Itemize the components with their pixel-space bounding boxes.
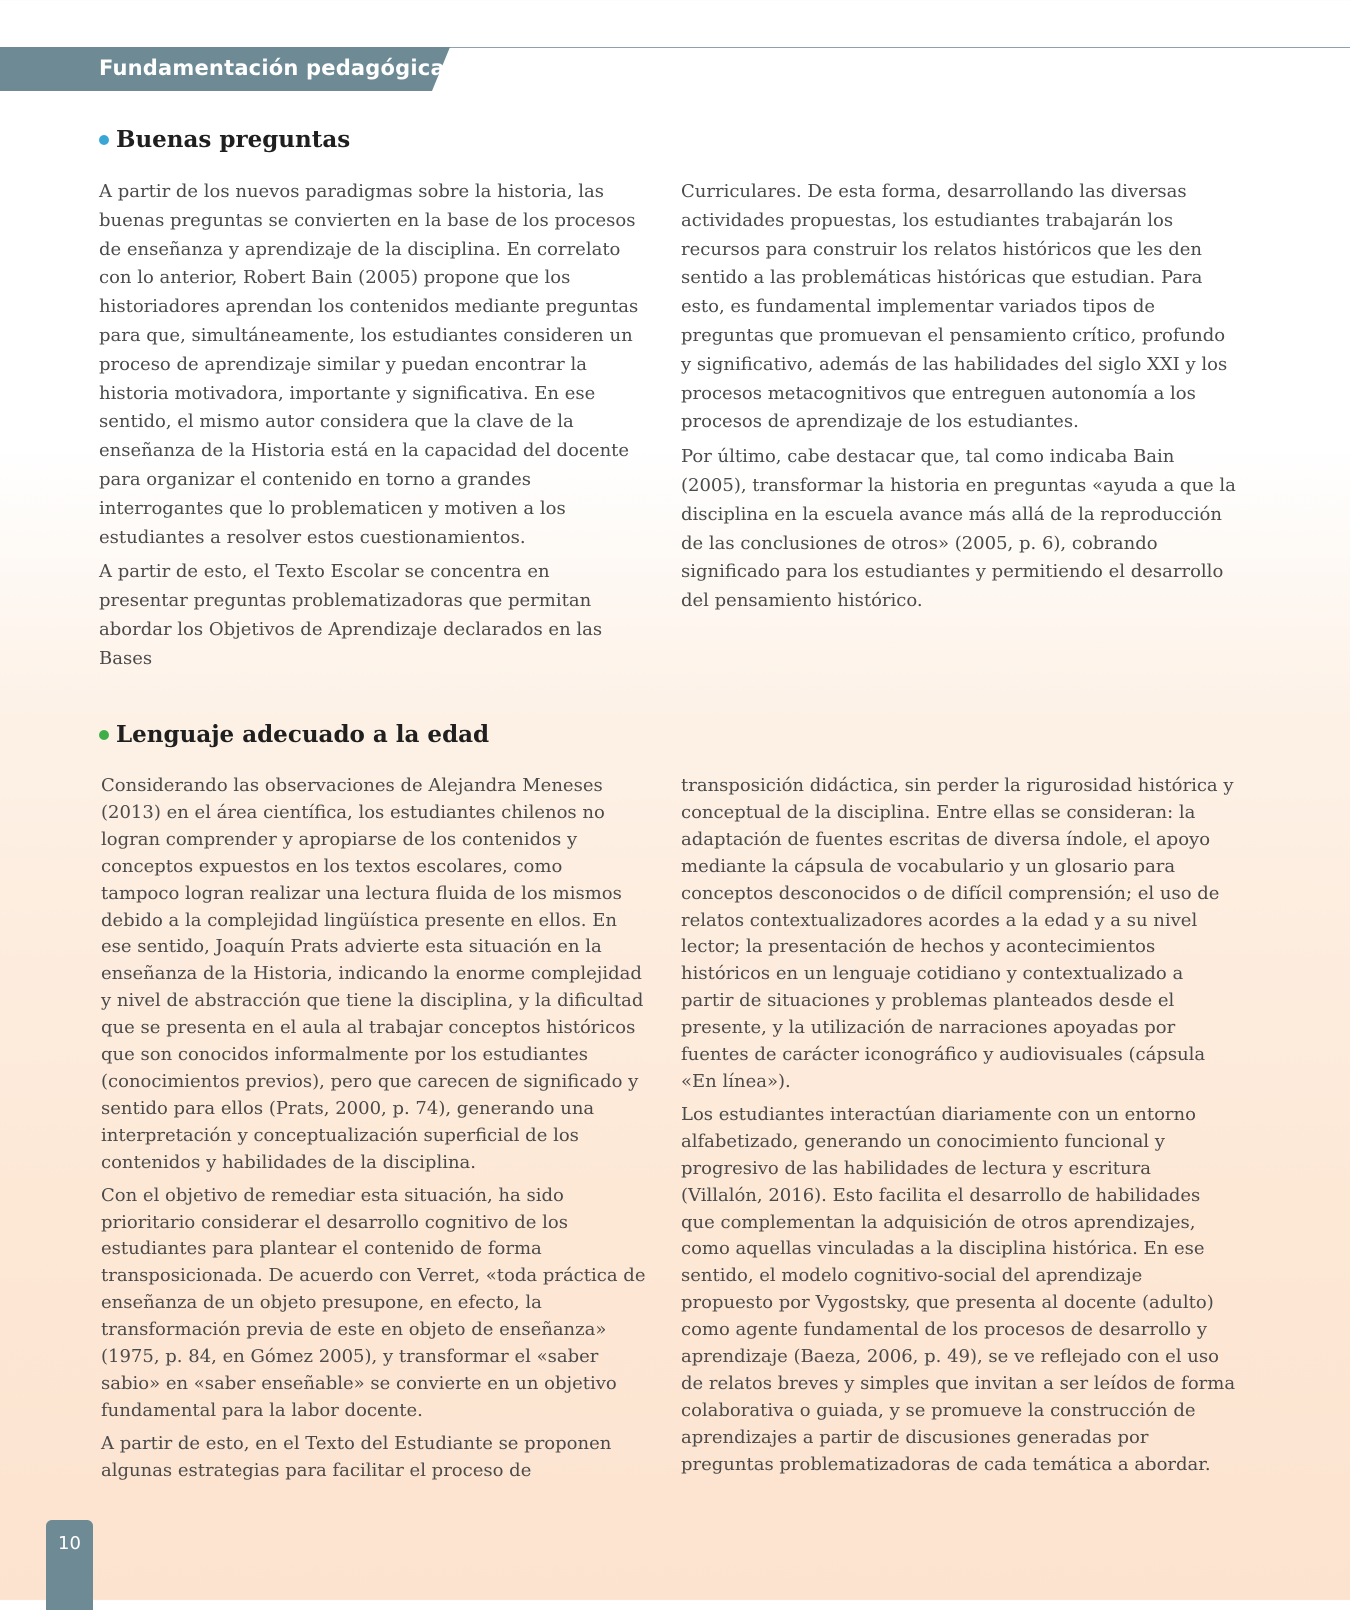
section1-right-column	[681, 178, 1236, 622]
paragraph: Curriculares. De esta forma, desarrollando las diversas actividades propuestas, los estudiantes trabajarán los recursos para construir los relatos históricos que les den sentido a las problemáticas históricas que estudian. Para esto, es fundamental implementar variados tipos de preguntas que promuevan el pensamiento crítico, profundo y significativo, además de las habilidades del siglo XXI y los procesos metacognitivos que entreguen autonomía a los procesos de aprendizaje de los estudiantes.	[681, 181, 1228, 433]
running-header-title: Fundamentación pedagógica	[99, 56, 445, 80]
section1-left-column	[99, 178, 644, 680]
section-heading-lenguaje-adecuado	[99, 721, 489, 748]
page-number: 10	[58, 1533, 81, 1554]
section-heading-text: Buenas preguntas	[116, 126, 351, 153]
paragraph: transposición didáctica, sin perder la rigurosidad histórica y conceptual de la disciplina. Entre ellas se consideran: la adaptación de fuentes escritas de diversa índole, el apoyo mediante la cápsula de vocabulario y un glosario para conceptos desconocidos o de difícil comprensión; el uso de relatos contextualizadores acordes a la edad y a su nivel lector; la presentación de hechos y acontecimientos históricos en un lenguaje cotidiano y contextualizado a partir de situaciones y problemas planteados desde el presente, y la utilización de narraciones apoyadas por fuentes de carácter iconográfico y audiovisuales (cápsula «En línea»).	[681, 775, 1234, 1092]
paragraph: Por último, cabe destacar que, tal como indicaba Bain (2005), transformar la historia en preguntas «ayuda a que la disciplina en la escuela avance más allá de la reproducción de las conclusiones de otros» (2005, p. 6), cobrando significado para los estudiantes y permitiendo el desarrollo del pensamiento histórico.	[681, 446, 1236, 612]
section-heading-buenas-preguntas	[99, 126, 350, 153]
paragraph: Considerando las observaciones de Alejandra Meneses (2013) en el área científica, los estudiantes chilenos no logran comprender y apropiarse de los contenidos y conceptos expuestos en los textos escolares, como tampoco logran realizar una lectura fluida de los mismos debido a la complejidad lingüística presente en ellos. En ese sentido, Joaquín Prats advierte esta situación en la enseñanza de la Historia, indicando la enorme complejidad y nivel de abstracción que tiene la disciplina, y la dificultad que se presenta en el aula al trabajar conceptos históricos que son conocidos informalmente por los estudiantes (conocimientos previos), pero que carecen de significado y sentido para ellos (Prats, 2000, p. 74), generando una interpretación y conceptualización superficial de los contenidos y habilidades de la disciplina.	[101, 775, 644, 1173]
paragraph: A partir de esto, el Texto Escolar se concentra en presentar preguntas problematizadoras que permitan abordar los Objetivos de Aprendizaje declarados en las Bases	[99, 561, 603, 669]
section2-left-column	[101, 773, 646, 1491]
section-heading-text: Lenguaje adecuado a la edad	[116, 721, 490, 748]
paragraph: Los estudiantes interactúan diariamente con un entorno alfabetizado, generando un conocimiento funcional y progresivo de las habilidades de lectura y escritura (Villalón, 2016). Esto facilita el desarrollo de habilidades que complementan la adquisición de otros aprendizajes, como aquellas vinculadas a la disciplina histórica. En ese sentido, el modelo cognitivo-social del aprendizaje propuesto por Vygostsky, que presenta al docente (adulto) como agente fundamental de los procesos de desarrollo y aprendizaje (Baeza, 2006, p. 49), se ve reflejado con el uso de relatos breves y simples que invitan a ser leídos de forma colaborativa o guiada, y se promueve la construcción de aprendizajes a partir de discusiones generadas por preguntas problematizadoras de cada temática a abordar.	[681, 1103, 1236, 1475]
section2-right-column	[681, 773, 1236, 1485]
paragraph: A partir de esto, en el Texto del Estudiante se proponen algunas estrategias para facilitar el proceso de	[101, 1432, 612, 1481]
paragraph: A partir de los nuevos paradigmas sobre la historia, las buenas preguntas se convierten en la base de los procesos de enseñanza y aprendizaje de la disciplina. En correlato con lo anterior, Robert Bain (2005) propone que los historiadores aprendan los contenidos mediante preguntas para que, simultáneamente, los estudiantes consideren un proceso de aprendizaje similar y puedan encontrar la historia motivadora, importante y significativa. En ese sentido, el mismo autor considera que la clave de la enseñanza de la Historia está en la capacidad del docente para organizar el contenido en torno a grandes interrogantes que lo problematicen y motiven a los estudiantes a resolver estos cuestionamientos.	[99, 181, 639, 548]
bullet-icon	[99, 135, 109, 145]
paragraph: Con el objetivo de remediar esta situación, ha sido prioritario considerar el desarrollo cognitivo de los estudiantes para plantear el contenido de forma transposicionada. De acuerdo con Verret, «toda práctica de enseñanza de un objeto presupone, en efecto, la transformación previa de este en objeto de enseñanza» (1975, p. 84, en Gómez 2005), y transformar el «saber sabio» en «saber enseñable» se convierte en un objetivo fundamental para la labor docente.	[101, 1184, 646, 1421]
bullet-icon	[99, 730, 109, 740]
